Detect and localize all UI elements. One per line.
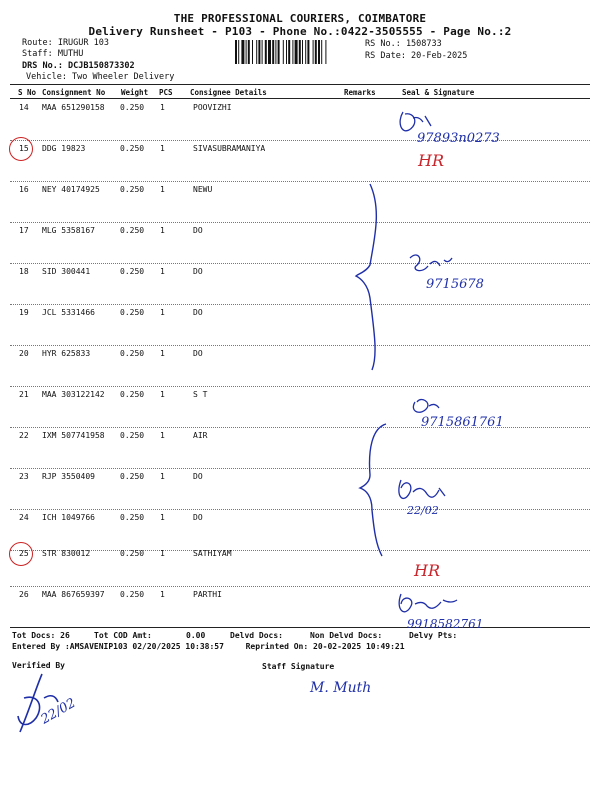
company-name: THE PROFESSIONAL COURIERS, COIMBATORE — [173, 12, 427, 25]
weight: 0.250 — [120, 431, 145, 440]
delvy-pts: Delvy Pts: — [409, 631, 458, 640]
cod-amount: 0.00 — [186, 631, 206, 640]
barcode-bar — [315, 40, 317, 64]
handwritten-date-row24: 22/02 — [407, 504, 439, 517]
tot-docs: Tot Docs: 26 — [12, 631, 70, 640]
barcode-bar — [278, 40, 280, 64]
barcode-bar — [286, 40, 287, 64]
weight: 0.250 — [120, 549, 145, 558]
footer-entry — [12, 642, 405, 651]
consignee: SATHIYAM — [193, 549, 232, 558]
handwritten-signature-row26 — [393, 590, 513, 636]
barcode-bar — [283, 40, 284, 64]
barcode-bar — [305, 40, 306, 64]
handwritten-hr-row15 — [416, 148, 456, 172]
pcs: 1 — [160, 144, 165, 153]
consignment-no: IXM 507741958 — [42, 431, 105, 440]
rs-date: RS Date: 20-Feb-2025 — [365, 51, 468, 61]
weight: 0.250 — [120, 226, 145, 235]
weight: 0.250 — [120, 144, 145, 153]
barcode-bar — [268, 40, 271, 64]
table-row — [10, 469, 590, 510]
sno: 24 — [19, 513, 29, 522]
rs-number: RS No.: 1508733 — [365, 39, 442, 49]
non-delvd-docs: Non Delvd Docs: — [310, 631, 383, 640]
pcs: 1 — [160, 103, 165, 112]
sno: 17 — [19, 226, 29, 235]
barcode-bar — [313, 40, 314, 64]
handwritten-staff-signature — [308, 674, 388, 700]
barcode-bar — [302, 40, 303, 64]
barcode-bar — [246, 40, 247, 64]
weight: 0.250 — [120, 185, 145, 194]
sno: 26 — [19, 590, 29, 599]
consignee: NEWU — [193, 185, 213, 194]
barcode-bar — [307, 40, 309, 64]
pcs: 1 — [160, 185, 165, 194]
barcode-bar — [241, 40, 244, 64]
weight: 0.250 — [120, 267, 145, 276]
weight: 0.250 — [120, 349, 145, 358]
col-consignment: Consignment No — [42, 88, 106, 97]
delvd-docs: Delvd Docs: — [230, 631, 283, 640]
handwritten-hr-row25 — [412, 558, 452, 584]
barcode-bar — [272, 40, 274, 64]
svg-text:M. Muth: M. Muth — [310, 680, 372, 696]
consignee: DO — [193, 267, 203, 276]
vehicle: Vehicle: Two Wheeler Delivery — [26, 72, 175, 82]
consignee: POOVIZHI — [193, 103, 232, 112]
handwritten-verified-date: 22/02 — [38, 695, 79, 728]
barcode-bar — [248, 40, 250, 64]
consignment-no: MAA 867659397 — [42, 590, 105, 599]
consignment-no: MLG 5358167 — [42, 226, 95, 235]
consignee: DO — [193, 472, 203, 481]
table-row — [10, 510, 590, 551]
consignee: SIVASUBRAMANIYA — [193, 144, 266, 153]
pcs: 1 — [160, 390, 165, 399]
col-remarks: Remarks — [344, 88, 376, 97]
barcode-bar — [262, 40, 263, 64]
barcode-bar — [299, 40, 301, 64]
barcode-bar — [325, 40, 326, 64]
sno: 16 — [19, 185, 29, 194]
pcs: 1 — [160, 590, 165, 599]
pcs: 1 — [160, 513, 165, 522]
drs-number: DRS No.: DCJB150873302 — [22, 61, 135, 71]
red-circle-mark — [9, 542, 33, 566]
consignee: AIR — [193, 431, 208, 440]
consignee: DO — [193, 349, 203, 358]
barcode-bar — [265, 40, 267, 64]
pcs: 1 — [160, 349, 165, 358]
reprinted-on: Reprinted On: 20-02-2025 10:49:21 — [245, 642, 405, 651]
sno: 19 — [19, 308, 29, 317]
handwritten-verified-signature — [14, 668, 124, 740]
weight: 0.250 — [120, 513, 145, 522]
handwritten-phone-row21: 9715861761 — [421, 415, 504, 430]
consignment-no: MAA 303122142 — [42, 390, 105, 399]
sno: 20 — [19, 349, 29, 358]
barcode-bar — [258, 40, 260, 64]
table-row — [10, 346, 590, 387]
sno: 14 — [19, 103, 29, 112]
handwritten-signature-row18 — [404, 248, 514, 294]
weight: 0.250 — [120, 472, 145, 481]
table-row — [10, 182, 590, 223]
pcs: 1 — [160, 431, 165, 440]
staff-signature-label: Staff Signature — [262, 662, 335, 671]
barcode-bar — [295, 40, 298, 64]
weight: 0.250 — [120, 103, 145, 112]
sno: 25 — [19, 549, 29, 558]
pcs: 1 — [160, 308, 165, 317]
barcode-bar — [256, 40, 257, 64]
handwritten-phone-row14: 97893n0273 — [417, 131, 500, 146]
consignment-no: ICH 1049766 — [42, 513, 95, 522]
table-row — [10, 305, 590, 346]
col-sno: S No — [18, 88, 37, 97]
table-row — [10, 546, 590, 587]
handwritten-signature-row24 — [393, 476, 483, 520]
sno: 15 — [19, 144, 29, 153]
handwritten-brace-lower — [352, 420, 392, 560]
entered-by: Entered By :AMSAVENIP103 02/20/2025 10:38:57 — [12, 642, 224, 651]
consignment-no: JCL 5331466 — [42, 308, 95, 317]
handwritten-signature-row21 — [405, 388, 515, 430]
barcode-bar — [238, 40, 239, 64]
barcode-bar — [275, 40, 276, 64]
col-pcs: PCS — [159, 88, 173, 97]
handwritten-brace — [352, 180, 392, 375]
header-rule-bottom — [10, 98, 590, 99]
consignment-no: MAA 651290158 — [42, 103, 105, 112]
barcode-bar — [252, 40, 253, 64]
weight: 0.250 — [120, 590, 145, 599]
handwritten-phone-row26: 9918582761 — [407, 617, 484, 631]
consignee: S T — [193, 390, 208, 399]
consignment-no: HYR 625833 — [42, 349, 91, 358]
sno: 23 — [19, 472, 29, 481]
barcode-bar — [321, 40, 322, 64]
weight: 0.250 — [120, 308, 145, 317]
table-row — [10, 428, 590, 469]
handwritten-phone-row18: 9715678 — [426, 277, 484, 292]
runsheet-title: Delivery Runsheet - P103 - Phone No.:0422-3505555 - Page No.:2 — [88, 25, 512, 38]
staff: Staff: MUTHU — [22, 49, 84, 59]
svg-text:HR: HR — [414, 561, 440, 580]
sno: 21 — [19, 390, 29, 399]
pcs: 1 — [160, 267, 165, 276]
col-weight: Weight — [121, 88, 149, 97]
barcode-bar — [235, 40, 237, 64]
verified-by: Verified By — [12, 661, 65, 670]
consignment-no: STR 830012 — [42, 549, 91, 558]
sno: 18 — [19, 267, 29, 276]
consignee: DO — [193, 513, 203, 522]
barcode-bar — [292, 40, 293, 64]
consignment-no: DDG 19823 — [42, 144, 86, 153]
pcs: 1 — [160, 226, 165, 235]
barcode-bar — [318, 40, 320, 64]
consignment-no: NEY 40174925 — [42, 185, 100, 194]
consignee: DO — [193, 308, 203, 317]
consignee: DO — [193, 226, 203, 235]
svg-text:HR: HR — [418, 151, 444, 170]
route: Route: IRUGUR 103 — [22, 38, 109, 48]
col-consignee: Consignee Details — [190, 88, 267, 97]
red-circle-mark — [9, 137, 33, 161]
pcs: 1 — [160, 549, 165, 558]
consignee: PARTHI — [193, 590, 222, 599]
barcode-bar — [288, 40, 290, 64]
col-signature: Seal & Signature — [402, 88, 475, 97]
sno: 22 — [19, 431, 29, 440]
header-rule-top — [10, 84, 590, 85]
consignment-no: RJP 3550409 — [42, 472, 95, 481]
barcode — [235, 40, 360, 64]
weight: 0.250 — [120, 390, 145, 399]
pcs: 1 — [160, 472, 165, 481]
footer-counts — [12, 631, 457, 640]
tot-cod: Tot COD Amt: — [94, 631, 152, 640]
consignment-no: SID 300441 — [42, 267, 91, 276]
handwritten-signature-row14 — [395, 108, 505, 148]
